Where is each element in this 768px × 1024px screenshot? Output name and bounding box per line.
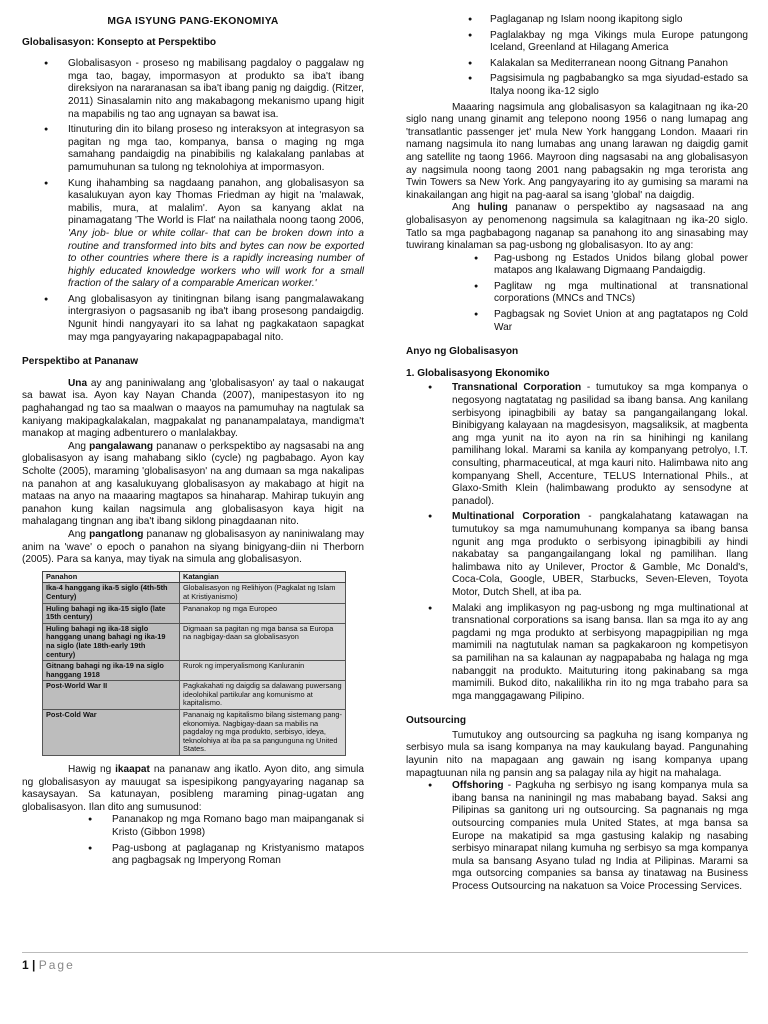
paragraph-pangatlo [22, 529, 364, 567]
list-item: ● Pag-usbong at paglaganap ng Kristyanismo matapos ang pagbagsak ng Imperyong Roman [22, 843, 364, 868]
paragraph-ikaapat [22, 764, 364, 814]
list-item: ● Paglalakbay ng mga Vikings mula Europe patungong Iceland, Greenland at Hilagang America [406, 30, 748, 55]
table-cell: Globalisasyon ng Relihiyon (Pagkalat ng Islam at Kristiyanismo) [180, 583, 346, 603]
paragraph-text: ay ang paniniwalang ang 'globalisasyon' ay taal o nakaugat sa bawat isa. Ayon kay Nayan Chanda (2007), manipestasyon ito ng paghahangad ng tao sa maalwan o maayos na pamumuhay na nagtulak sa kaniyang makipagkalakalan, magpakalat ng pananampalataya, mandigma't manakop at maging adbenturero o manlalakbay. [22, 377, 364, 440]
paragraph-text: Ang [68, 528, 90, 540]
table-row [43, 583, 346, 603]
paragraph-text: - tumutukoy sa mga kompanya o negosyong nagtatatag ng pasilidad sa ibang bansa. Ang kanilang serbisyong ipinagbibili ay batay sa pangangailangang lokal. Binibigyang kalayaan na magdesisyon, magsaliksik, at magbenta ang mga yunit na ito ayon na rin sa hinihingi ng kanilang pamilihang lokal. Marami sa kanila ay kompanyang petrolyo, I.T. consulting, pharmaceutical, at mga kauri nito. Halimbawa nito ang kompanyang Shell, Accenture, TELUS International Phils., at Glaxo-Smith Klein (halimbawang produkto ay sensodyne at panadol). [452, 382, 748, 507]
left-column [22, 14, 364, 871]
friedman-quote: 'Any job- blue or white collar- that can be broken down into a routine and transformed into bits and bytes can now be exported to other countries where there is a rapidly increasing number of highly educated knowledge workers who will work for a small fraction of the salary of a comparable American worker.' [68, 227, 364, 290]
paragraph-text: pananaw o perspektibo ay nagsasaad na ang globalisasyon ay penomenong nagsimula sa kalagitnaan ng ika-20 siglo. Tatlo sa mga pagbabagong naganap sa panahong ito ang sinasabing may tuwirang kinalaman sa pag-usbong ng globalisasyon. Ito ay ang: [406, 202, 748, 252]
paragraph-text: Maaaring nagsimula ang globalisasyon sa kalagitnaan ng ika-20 siglo nang unang ginamit ang telepono noong 1956 o nang lumapag ang 'transatlantic passenger jet' mula New York hanggang London. Maaari rin namang nagsimula ito nang lumabas ang unang larawan ng daigdig gamit ang satellite ng taong 1966. Mayroon ding nagsasabi na ang globalisasyon ay nagsimula noong taong 2001 nang pabagsakin ng mga terorista ang Twin Towers sa New York. Ang pangyayaring ito ay gumising sa marami na kinakailangan ang higit na pag-aaral sa isang 'global' na daigdig. [406, 101, 748, 201]
table-cell: Huling bahagi ng ika-15 siglo (late 15th century) [43, 603, 180, 623]
document-title: MGA ISYUNG PANG-EKONOMIYA [107, 16, 279, 27]
keyword-offshoring: Offshoring [452, 780, 504, 792]
list-item: ● Ang globalisasyon ay tinitingnan bilang isang pangmalawakang intergrasiyon o pagsasanib ng iba't ibang prosesong pandaigdig. Ngunit hindi nangyayari ito sa lahat ng pagkakataon sapagkat may mga pangyayaring nakapagpapabagal nito. [22, 294, 364, 344]
table-cell: Gitnang bahagi ng ika-19 na siglo hanggang 1918 [43, 661, 180, 681]
footer-divider [22, 952, 748, 953]
paragraph-una [22, 378, 364, 441]
list-item: ● Pagsisimula ng pagbabangko sa mga siyudad-estado sa Italya noong ika-12 siglo [406, 73, 748, 98]
paragraph-huling [406, 202, 748, 252]
paragraph-text: pananaw o perkspektibo ay nagsasabi na ang globalisasyon ay isang mahabang siklo (cycle) ng pagbabago. Ayon kay Scholte (2005), maraming 'globalisasyon' na ang dumaan sa mga nakalipas na panahon at ang kasalukuyang globalisasyon ay makabago at higit na mataas na anyo na maaaring magtapos sa hinaharap. Mahirap tukuyin ang panahon kung kailan nagsimula ang globalisasyon kaya higit na mahalagang tingnan ang iba't ibang siklong pinagdaanan nito. [22, 440, 364, 528]
list-item: ● Pag-usbong ng Estados Unidos bilang global power matapos ang Ikalawang Digmaang Pandaigdig. [406, 253, 748, 278]
section-heading-perspektibo: Perspektibo at Pananaw [22, 356, 139, 368]
table-cell: Ika-4 hanggang ika-5 siglo (4th-5th Century) [43, 583, 180, 603]
list-item: ● Paglaganap ng Islam noong ikapitong siglo [406, 14, 748, 27]
events-list-left [22, 814, 364, 867]
paragraph-text: - pangkalahatang katawagan na tumutukoy sa mga namumuhunang kompanya sa ibang bansa ngunit ang mga produkto o serbisyong ipinagbibili ay hindi nakabatay sa pangangailangang lokal ng pamilihan. Ilang halimbawa nito ay Unilever, Proctor & Gamble, Mc Donald's, Coca-Cola, Google, UBER, Starbucks, Seven-Eleven, Toyota Motor, Dutch Shell, at iba pa. [452, 511, 748, 598]
table-row [43, 681, 346, 710]
list-item: ● Pagbagsak ng Soviet Union at ang pagtatapos ng Cold War [406, 309, 748, 334]
paragraph-text: Ang [68, 440, 90, 452]
events-list-right [406, 14, 748, 99]
list-item: ● Paglitaw ng mga multinational at transnational corporations (MNCs and TNCs) [406, 281, 748, 306]
footer-separator: | [32, 958, 36, 972]
table-cell: Pananakop ng mga Europeo [180, 603, 346, 623]
keyword-ikaapat: ikaapat [115, 764, 150, 776]
list-item [406, 780, 748, 893]
list-item [22, 178, 364, 291]
table-row [43, 603, 346, 623]
section-heading-konsepto: Globalisasyon: Konsepto at Perspektibo [22, 36, 217, 48]
list-item: ● Pananakop ng mga Romano bago man maipanganak si Kristo (Gibbon 1998) [22, 814, 364, 839]
list-item: ● Kalakalan sa Mediterranean noong Gitnang Panahon [406, 58, 748, 71]
paragraph-text: pananaw ng globalisasyon ay naniniwalang may anim na 'wave' o epoch o panahon na siyang binigyang-diin ni Therborn (2005). Para sa kanya, may tiyak na simula ang globalisasyon. [22, 528, 364, 566]
friedman-text: Kung ihahambing sa nagdaang panahon, ang globalisasyon sa kasalukuyan ayon kay Thomas Friedman ay higit na 'malawak, mabilis, mura, at malalim'. Ayon sa kanyang aklat na pinamagatang 'The World is Flat' na nailathala noong taong 2006, [68, 177, 364, 227]
paragraph-text: Hawig ng [68, 764, 116, 776]
table-cell: Post-Cold War [43, 710, 180, 756]
keyword-pangalawa: pangalawang [89, 440, 154, 452]
paragraph-text: na pananaw ang ikatlo. Ayon dito, ang simula ng globalisasyon ay mauugat sa ispesipikong pangyayaring naganap sa kasaysayan. Sa katunayan, posibleng maraming pinag-ugatan ang globalisasyon. Ilan dito ang sumusunod: [22, 764, 364, 813]
table-row [43, 710, 346, 756]
table-cell: Huling bahagi ng ika-18 siglo hanggang unang bahagi ng ika-19 na siglo (late 18th-early 19th century) [43, 623, 180, 660]
paragraph-text: Ang [452, 202, 478, 214]
outsourcing-list [406, 780, 748, 893]
keyword-tnc: Transnational Corporation [452, 382, 582, 394]
table-cell: Pagkakahati ng daigdig sa dalawang puwersang ideolohikal partikular ang komunismo at kapitalismo. [180, 681, 346, 710]
paragraph-text: - Pagkuha ng serbisyo ng isang kompanya mula sa ibang bansa na naniningil ng mas mababang bayad. Saksi ang Pilipinas sa ganitong uri ng outsourcing. Sa pagnanais ng mga outsourcing companies mula United States, at mga bansa sa Europe na makatipid sa mga gastusing kalakip ng nasabing serbisyo minarapat nilang kumuha ng serbisyo sa mga kompanya mula sa bansang Asyano tulad ng India at Pilipinas. Marami sa mga outsorcing companies sa bansa ay tinatawag na Business Process Outsourcing na nakatuon sa Voice Processing Services. [452, 780, 748, 892]
list-item: ● Malaki ang implikasyon ng pag-usbong ng mga multinational at transnational corporations sa isang bansa. Ilan sa mga ito ay ang pagdami ng mga produkto at serbisyong mapagpipilian ng mga mamimili na nagtutulak naman sa pagkakaroon ng kompetisyon sa pamilihan na sa kalaunan ay nagpapababa ng halaga ng mga nabanggit na produkto. Maituturing itong pakinabang sa mga mamimili. Bukod dito, nakalilikha rin ito ng mga trabaho para sa mga manggagawang Pilipino. [406, 603, 748, 704]
list-item [406, 382, 748, 508]
keyword-pangatlo: pangatlong [89, 528, 144, 540]
changes-list [406, 253, 748, 335]
keyword-mnc: Multinational Corporation [452, 511, 581, 523]
corporations-list [406, 382, 748, 703]
waves-table [42, 571, 346, 756]
section-heading-outsourcing: Outsourcing [406, 715, 467, 727]
subsection-heading: 1. Globalisasyong Ekonomiko [406, 367, 550, 379]
right-column [406, 14, 748, 897]
table-cell: Rurok ng imperyalismong Kanluranin [180, 661, 346, 681]
table-header-row [43, 571, 346, 583]
section-heading-anyo: Anyo ng Globalisasyon [406, 346, 519, 358]
konsepto-list [22, 58, 364, 344]
table-row [43, 661, 346, 681]
table-cell: Post-World War II [43, 681, 180, 710]
keyword-una: Una [68, 377, 88, 389]
table-cell: Pananaig ng kapitalismo bilang sistemang pang-ekonomiya. Nagbigay-daan sa mabilis na pagdaloy ng mga produkto, serbisyo, ideya, teknolohiya at iba pa sa pangunguna ng United States. [180, 710, 346, 756]
list-item [406, 511, 748, 599]
table-row [43, 623, 346, 660]
list-item: ● Globalisasyon - proseso ng mabilisang pagdaloy o paggalaw ng mga tao, bagay, impormasyon at produkto sa iba't ibang direksiyon na nararanasan sa iba't ibang panig ng daigdig. (Ritzer, 2011) Sinasalamin nito ang makabagong mekanismo upang higit na mapabilis ng tao ang ugnayan sa bawat isa. [22, 58, 364, 121]
table-header: Panahon [43, 571, 180, 583]
keyword-huling: huling [477, 202, 508, 214]
table-cell: Digmaan sa pagitan ng mga bansa sa Europa na nagbigay-daan sa globalisasyon [180, 623, 346, 660]
table-header: Katangian [180, 571, 346, 583]
list-item: ● Itinuturing din ito bilang proseso ng interaksyon at integrasyon sa pagitan ng mga tao, kompanya, bansa o maging ng mga samahang pandaigdig na pinabibilis ng kalakalang panlabas at pamumuhunan sa tulong ng teknolohiya at impormasyon. [22, 124, 364, 174]
page-number: 1 [22, 958, 29, 972]
paragraph-text: Tumutukoy ang outsourcing sa pagkuha ng isang kompanya ng serbisyo mula sa isang kompanya na may kaukulang bayad. Pangunahing layunin nito na mapagaan ang gawain ng isang kompanya upang mapagtuunan nila ng pansin ang sa palagay nila ay higit na mahalaga. [406, 729, 748, 779]
page-footer [22, 958, 75, 972]
paragraph-pangalawa [22, 441, 364, 529]
page-label: Page [38, 958, 75, 972]
